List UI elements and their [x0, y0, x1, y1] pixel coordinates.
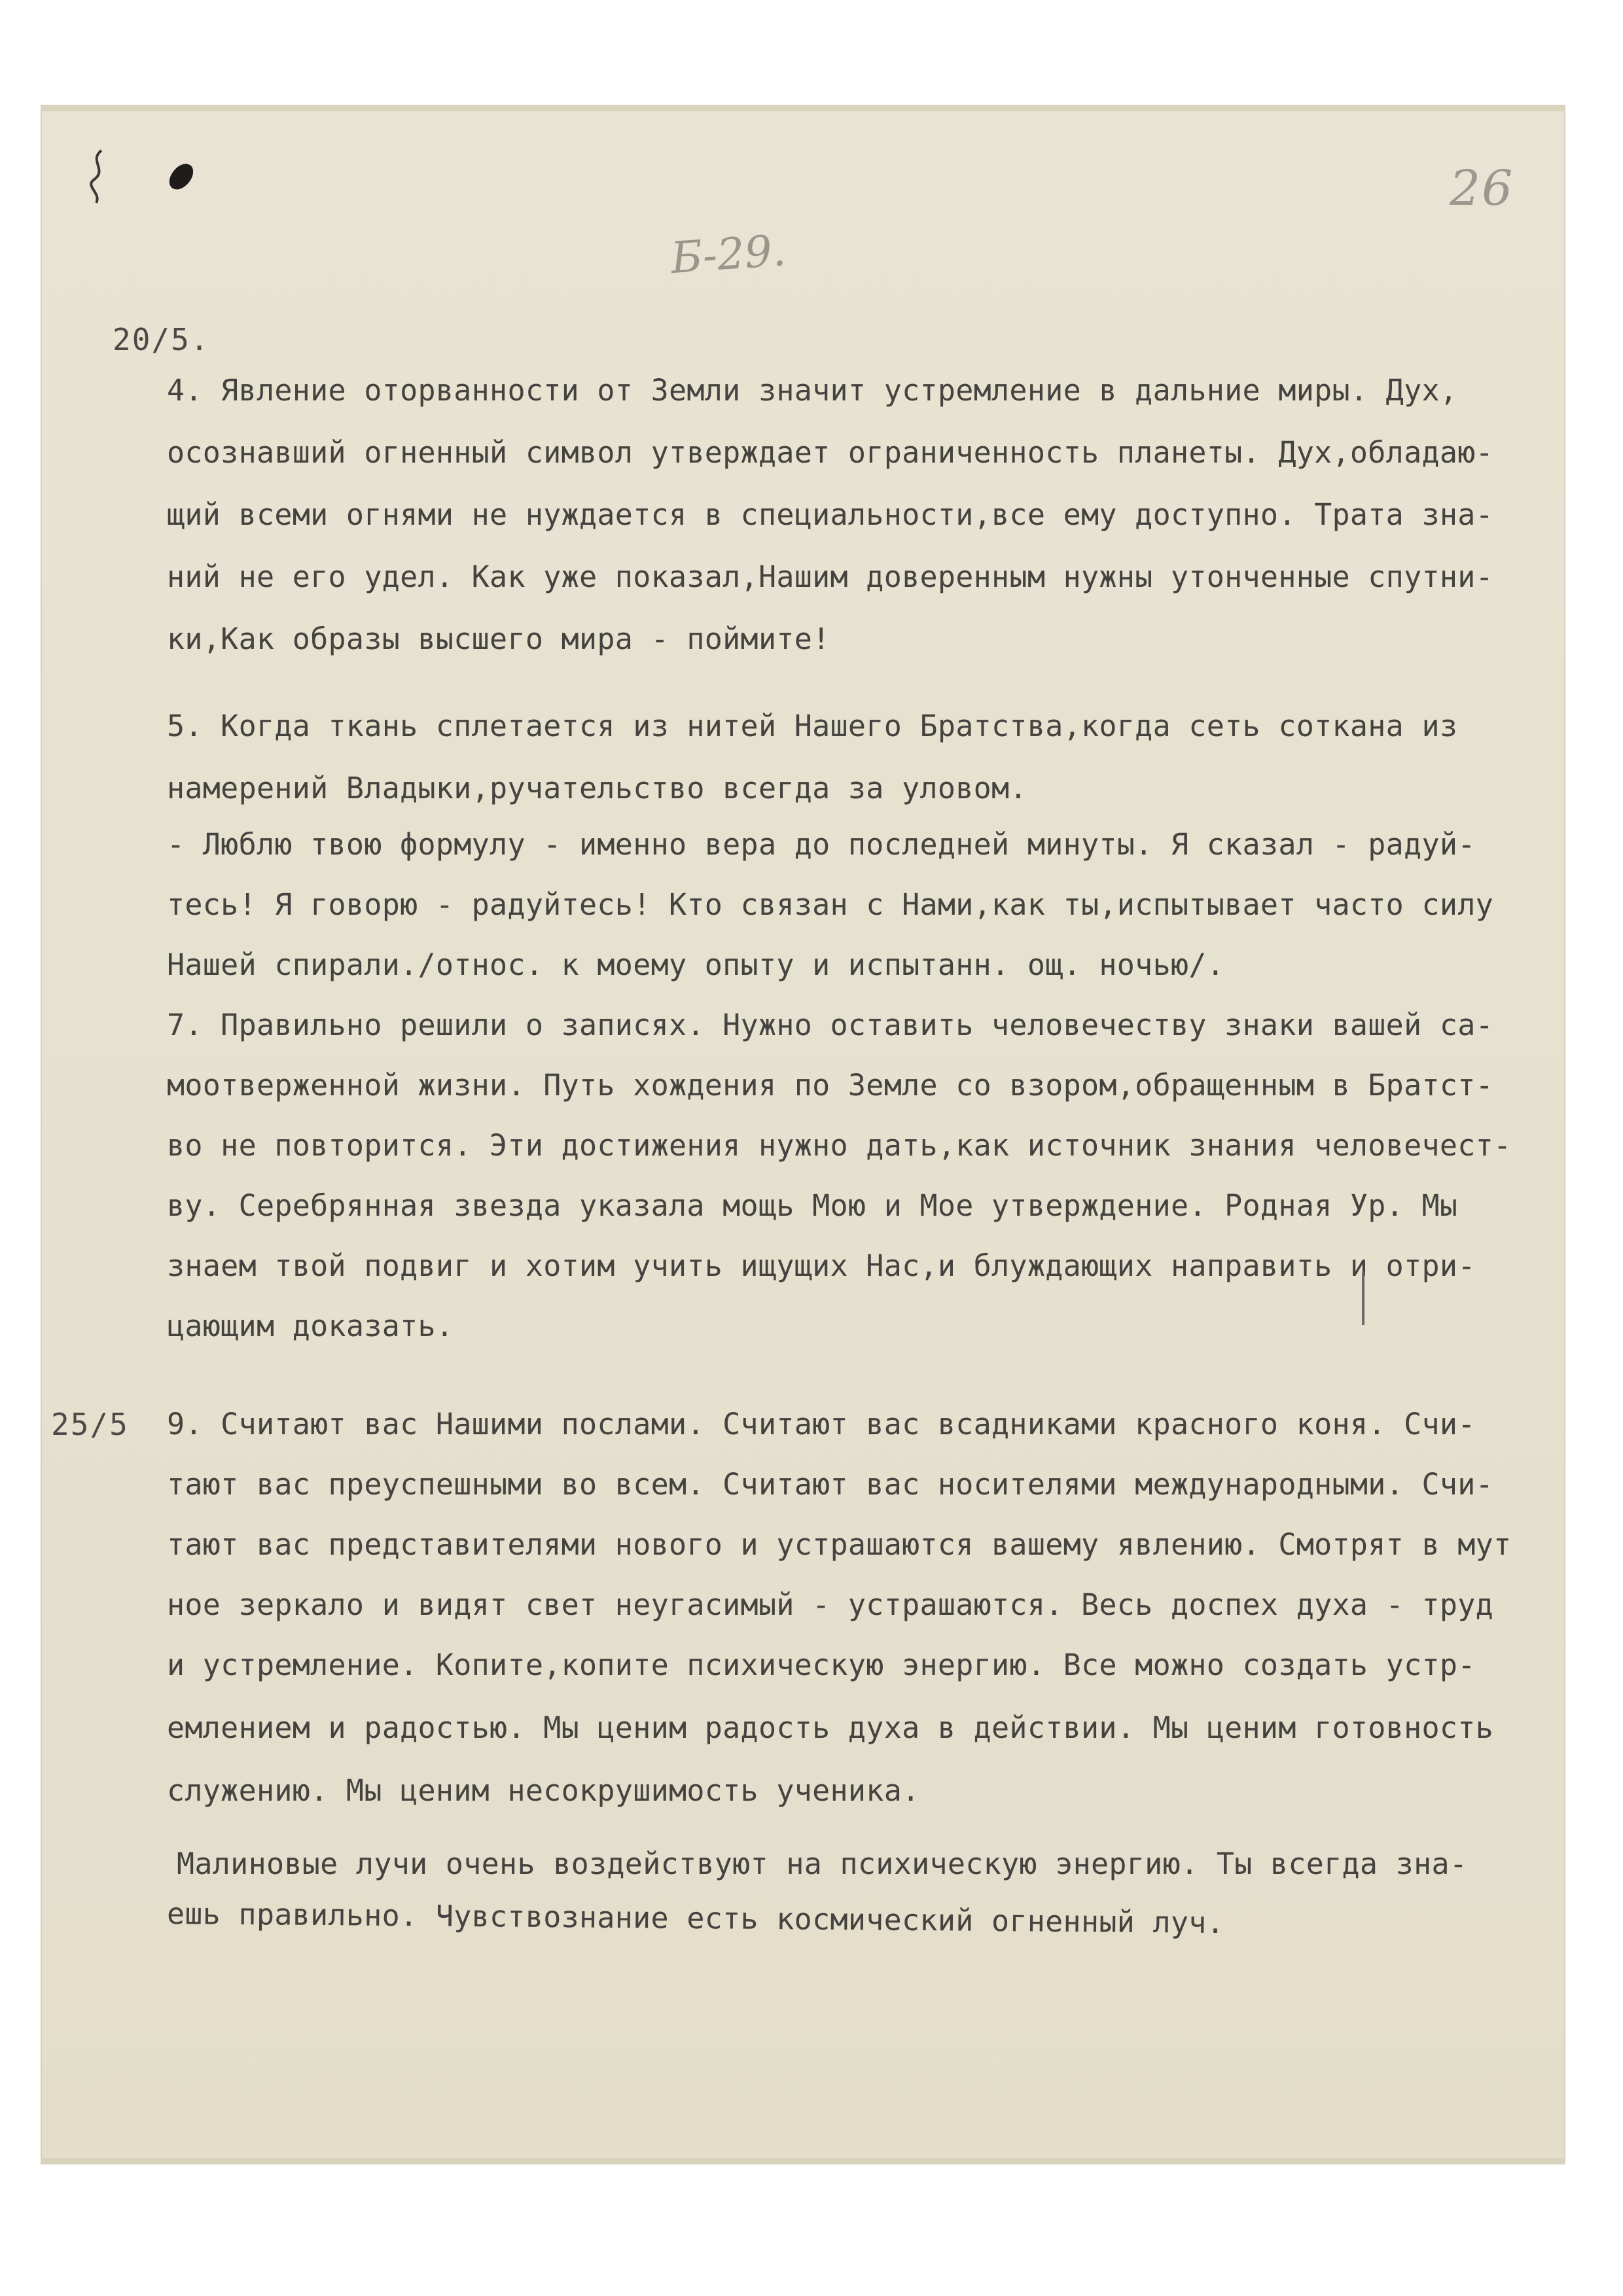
section-date: 25/5	[51, 1407, 129, 1442]
text-line: Малиновые лучи очень воздействуют на психическую энергию. Ты всегда зна-	[177, 1846, 1468, 1881]
sheet-top-edge	[41, 105, 1565, 111]
page-number: 26	[1450, 160, 1514, 217]
text-line: емлением и радостью. Мы ценим радость духа в действии. Мы ценим готовность	[167, 1710, 1494, 1745]
text-line: цающим доказать.	[167, 1309, 454, 1343]
text-line: тают вас преуспешными во всем. Считают вас носителями международными. Счи-	[167, 1467, 1494, 1502]
section-date: 20/5.	[113, 322, 210, 357]
text-line: тесь! Я говорю - радуйтесь! Кто связан с Нами,как ты,испытывает часто силу	[167, 887, 1494, 922]
text-line: ний не его удел. Как уже показал,Нашим доверенным нужны утонченные спутни-	[167, 559, 1494, 594]
text-line: ки,Как образы высшего мира - поймите!	[167, 622, 830, 656]
text-line: тают вас представителями нового и устрашаются вашему явлению. Смотрят в мут	[167, 1527, 1512, 1562]
text-line: 4. Явление оторванности от Земли значит устремление в дальние миры. Дух,	[167, 373, 1458, 408]
text-line: щий всеми огнями не нуждается в специальности,все ему доступно. Трата зна-	[167, 497, 1494, 532]
text-line: ву. Серебрянная звезда указала мощь Мою и Мое утверждение. Родная Ур. Мы	[167, 1188, 1458, 1223]
right-margin	[1565, 110, 1585, 2163]
text-line: осознавший огненный символ утверждает ограниченность планеты. Дух,обладаю-	[167, 435, 1494, 470]
text-line: и устремление. Копите,копите психическую энергию. Все можно создать устр-	[167, 1648, 1476, 1682]
text-line: намерений Владыки,ручательство всегда за уловом.	[167, 771, 1027, 805]
text-line: во не повторится. Эти достижения нужно дать,как источник знания человечест-	[167, 1128, 1512, 1163]
hole-punch-mark	[82, 147, 115, 206]
text-line: моотверженной жизни. Путь хождения по Земле со взором,обращенным в Братст-	[167, 1068, 1494, 1103]
text-line: знаем твой подвиг и хотим учить ищущих Нас,и блуждающих направить и отри-	[167, 1248, 1476, 1283]
text-line: - Люблю твою формулу - именно вера до последней минуты. Я сказал - радуй-	[167, 827, 1476, 862]
text-line: 5. Когда ткань сплетается из нитей Нашего Братства,когда сеть соткана из	[167, 709, 1458, 743]
text-line: служению. Мы ценим несокрушимость ученика.	[167, 1773, 920, 1808]
text-line: 7. Правильно решили о записях. Нужно оставить человечеству знаки вашей са-	[167, 1008, 1494, 1042]
text-line: ное зеркало и видят свет неугасимый - устрашаются. Весь доспех духа - труд	[167, 1587, 1494, 1622]
pencil-tick	[1360, 1273, 1366, 1325]
text-line: Нашей спирали./относ. к моему опыту и испытанн. ощ. ночью/.	[167, 947, 1225, 982]
sheet-bottom-edge	[41, 2158, 1565, 2164]
text-line: 9. Считают вас Нашими послами. Считают вас всадниками красного коня. Счи-	[167, 1407, 1476, 1441]
archive-mark: Б-29.	[669, 224, 788, 284]
text-line: ешь правильно. Чувствознание есть космический огненный луч.	[166, 1896, 1225, 1941]
